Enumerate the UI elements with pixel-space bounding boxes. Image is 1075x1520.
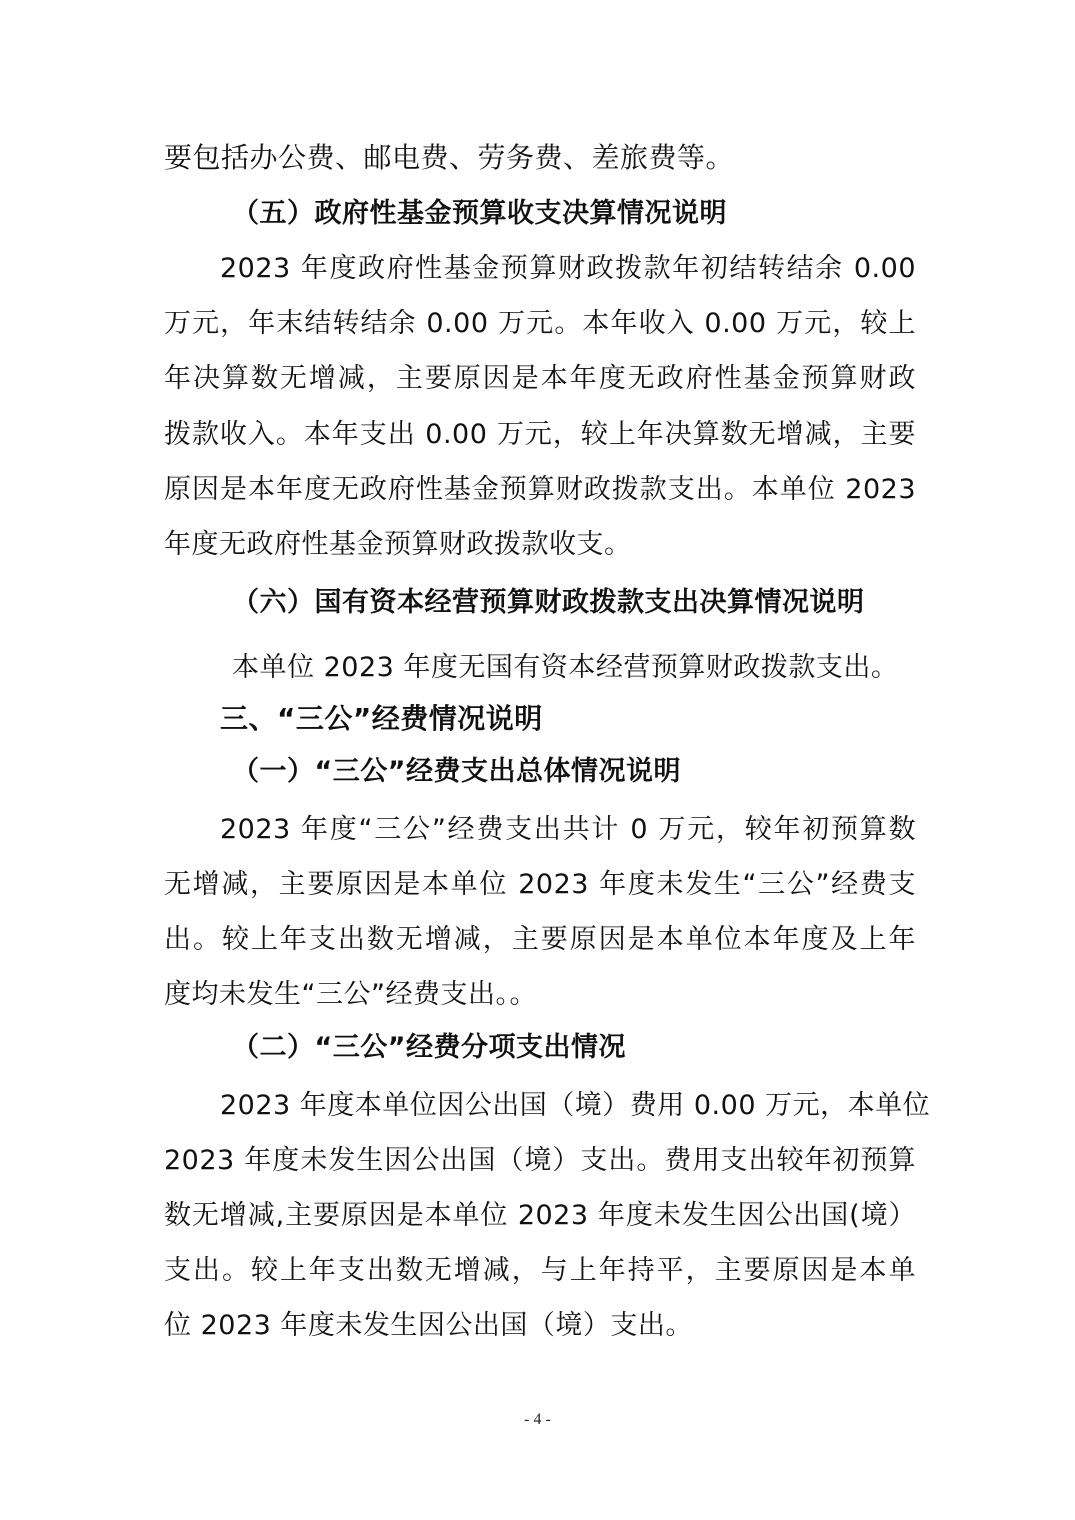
paragraph-line: 2023 年度本单位因公出国（境）费用 0.00 万元，本单位 [220, 1090, 931, 1121]
section-heading-1: （一）“三公”经费支出总体情况说明 [232, 756, 681, 787]
paragraph-line: 位 2023 年度未发生因公出国（境）支出。 [164, 1310, 693, 1341]
paragraph-line: 原因是本年度无政府性基金预算财政拨款支出。本单位 2023 [164, 474, 916, 505]
paragraph-line: 拨款收入。本年支出 0.00 万元，较上年决算数无增减，主要 [164, 419, 916, 450]
paragraph-line: 2023 年度“三公”经费支出共计 0 万元，较年初预算数 [220, 814, 916, 845]
paragraph-line: 2023 年度政府性基金预算财政拨款年初结转结余 0.00 [220, 253, 916, 284]
paragraph-line: 年决算数无增减，主要原因是本年度无政府性基金预算财政 [164, 363, 916, 394]
paragraph-line: 无增减，主要原因是本单位 2023 年度未发生“三公”经费支 [164, 869, 916, 900]
page-number: - 4 - [524, 1411, 551, 1428]
section-heading-6: （六）国有资本经营预算财政拨款支出决算情况说明 [232, 587, 865, 618]
paragraph-line: 万元，年末结转结余 0.00 万元。本年收入 0.00 万元，较上 [164, 308, 916, 339]
paragraph-line: 数无增减,主要原因是本单位 2023 年度未发生因公出国(境） [164, 1200, 916, 1231]
paragraph-line: 支出。较上年支出数无增减，与上年持平，主要原因是本单 [164, 1255, 916, 1286]
paragraph-line: 本单位 2023 年度无国有资本经营预算财政拨款支出。 [232, 652, 899, 683]
section-heading-5: （五）政府性基金预算收支决算情况说明 [232, 198, 727, 229]
chapter-heading-3: 三、“三公”经费情况说明 [220, 702, 543, 735]
paragraph-line: 要包括办公费、邮电费、劳务费、差旅费等。 [164, 141, 735, 174]
paragraph-line: 年度无政府性基金预算财政拨款收支。 [164, 529, 632, 560]
section-heading-2: （二）“三公”经费分项支出情况 [232, 1032, 626, 1063]
paragraph-line: 2023 年度未发生因公出国（境）支出。费用支出较年初预算 [164, 1145, 916, 1176]
paragraph-line: 度均未发生“三公”经费支出。。 [164, 979, 537, 1010]
paragraph-line: 出。较上年支出数无增减，主要原因是本单位本年度及上年 [164, 924, 916, 955]
